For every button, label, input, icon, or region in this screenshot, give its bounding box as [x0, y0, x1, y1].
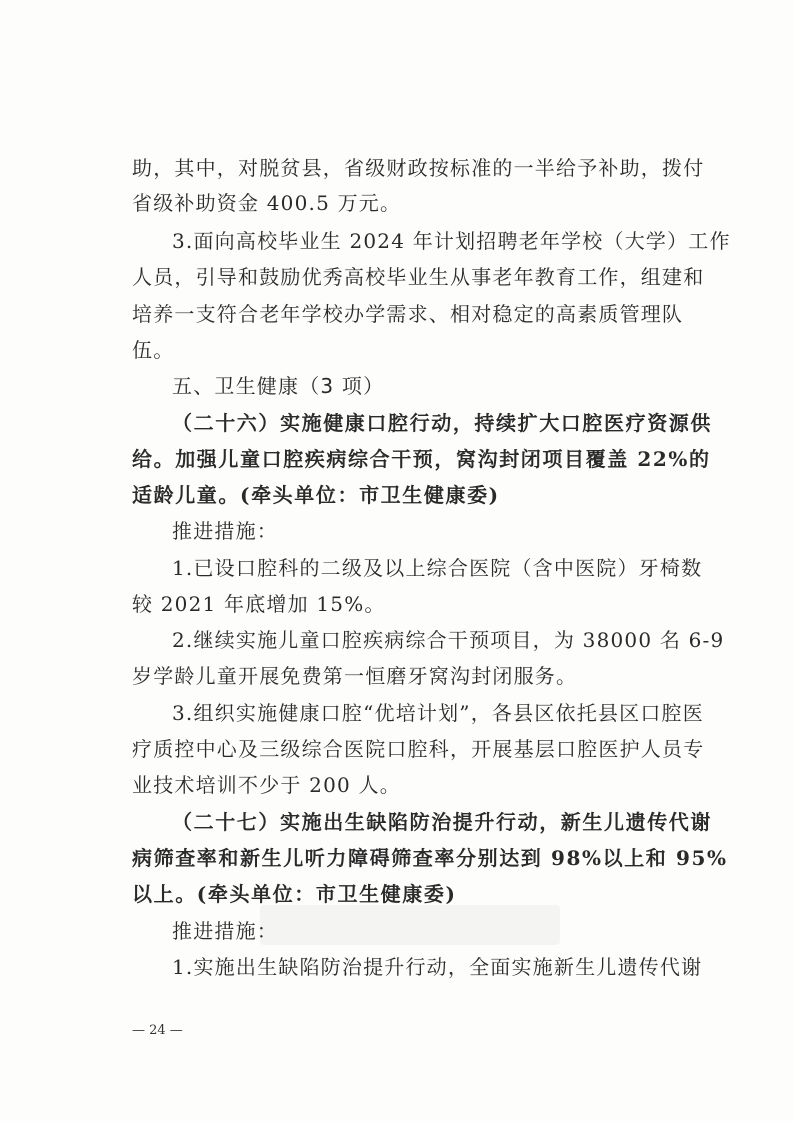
body-line: 3.面向高校毕业生 2024 年计划招聘老年学校（大学）工作 — [172, 229, 731, 253]
body-line: 伍。 — [132, 338, 175, 362]
bold-line: 病筛查率和新生儿听力障碍筛查率分别达到 98%以上和 95% — [132, 846, 728, 870]
bold-line: （二十六）实施健康口腔行动，持续扩大口腔医疗资源供 — [172, 411, 712, 435]
bold-line: 给。加强儿童口腔疾病综合干预，窝沟封闭项目覆盖 22%的 — [132, 447, 711, 471]
body-line: 1.已设口腔科的二级及以上综合医院（含中医院）牙椅数 — [172, 556, 703, 580]
body-line: 疗质控中心及三级综合医院口腔科，开展基层口腔医护人员专 — [132, 737, 705, 761]
page-number: — 24 — — [132, 1023, 183, 1038]
subheading: 推进措施： — [172, 519, 278, 543]
body-line: 3.组织实施健康口腔“优培计划”，各县区依托县区口腔医 — [172, 701, 704, 725]
body-line: 岁学龄儿童开展免费第一恒磨牙窝沟封闭服务。 — [132, 664, 578, 688]
body-line: 省级补助资金 400.5 万元。 — [132, 191, 402, 215]
body-line: 2.继续实施儿童口腔疾病综合干预项目，为 38000 名 6-9 — [172, 628, 725, 652]
body-line: 较 2021 年底增加 15%。 — [132, 592, 386, 616]
body-line: 助，其中，对脱贫县，省级财政按标准的一半给予补助，拨付 — [132, 156, 705, 180]
body-line: 培养一支符合老年学校办学需求、相对稳定的高素质管理队 — [132, 302, 684, 326]
body-line: 业技术培训不少于 200 人。 — [132, 773, 401, 797]
body-line: 人员，引导和鼓励优秀高校毕业生从事老年教育工作，组建和 — [132, 265, 705, 289]
bold-line: 适龄儿童。(牵头单位：市卫生健康委) — [132, 483, 500, 507]
subheading: 推进措施： — [172, 919, 278, 943]
bold-line: 以上。(牵头单位：市卫生健康委) — [132, 882, 457, 906]
body-line: 1.实施出生缺陷防治提升行动，全面实施新生儿遗传代谢 — [172, 955, 703, 979]
bold-line: （二十七）实施出生缺陷防治提升行动，新生儿遗传代谢 — [172, 810, 712, 834]
section-heading: 五、卫生健康（3 项） — [172, 374, 385, 398]
